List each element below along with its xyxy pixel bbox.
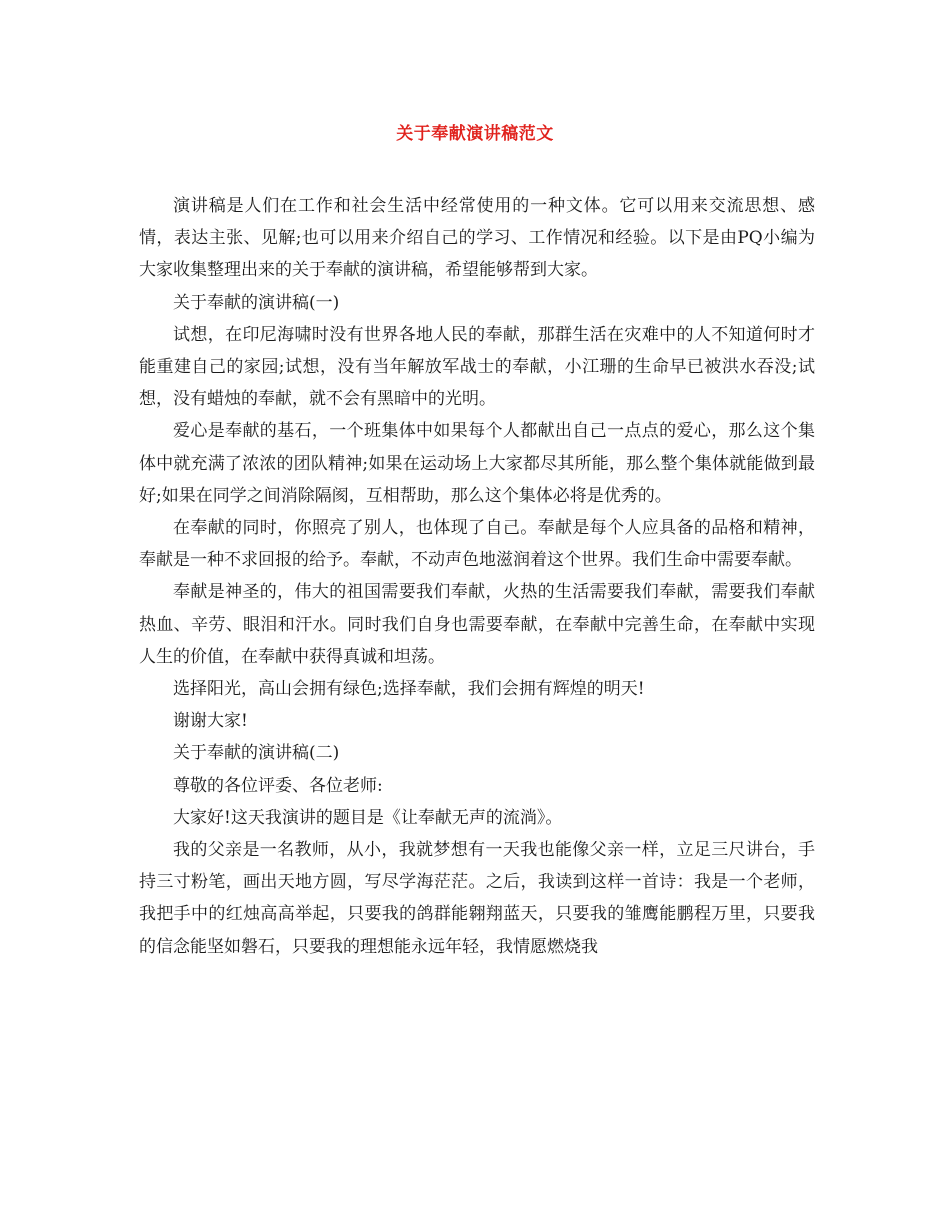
section-heading-one: 关于奉献的演讲稿(一) <box>173 292 340 313</box>
paragraph: 选择阳光，高山会拥有绿色;选择奉献，我们会拥有辉煌的明天! <box>173 679 645 700</box>
paragraph: 试想，在印尼海啸时没有世界各地人民的奉献，那群生活在灾难中的人不知道何时才能重建自己的家园;试想，没有当年解放军战士的奉献，小江珊的生命早已被洪水吞没;试想，没有蜡烛的奉献，就不会有黑暗中的光明。 <box>139 324 815 410</box>
document-body <box>139 190 815 963</box>
paragraph: 在奉献的同时，你照亮了别人，也体现了自己。奉献是每个人应具备的品格和精神，奉献是一种不求回报的给予。奉献，不动声色地滋润着这个世界。我们生命中需要奉献。 <box>139 518 815 571</box>
paragraph: 爱心是奉献的基石，一个班集体中如果每个人都献出自己一点点的爱心，那么这个集体中就充满了浓浓的团队精神;如果在运动场上大家都尽其所能，那么整个集体就能做到最好;如果在同学之间消除隔阂，互相帮助，那么这个集体必将是优秀的。 <box>139 421 815 506</box>
paragraph: 我的父亲是一名教师，从小，我就梦想有一天我也能像父亲一样，立足三尺讲台，手持三寸粉笔，画出天地方圆，写尽学海茫茫。之后，我读到这样一首诗：我是一个老师，我把手中的红烛高高举起，只要我的鸽群能翱翔蓝天，只要我的雏鹰能鹏程万里，只要我的信念能坚如磐石，只要我的理想能永远年轻，我情愿燃烧我 <box>139 840 815 957</box>
salutation: 尊敬的各位评委、各位老师: <box>173 775 383 796</box>
paragraph: 大家好!这天我演讲的题目是《让奉献无声的流淌》。 <box>173 807 563 828</box>
paragraph: 奉献是神圣的，伟大的祖国需要我们奉献，火热的生活需要我们奉献，需要我们奉献热血、辛劳、眼泪和汗水。同时我们自身也需要奉献，在奉献中完善生命，在奉献中实现人生的价值，在奉献中获得真诚和坦荡。 <box>139 582 815 667</box>
section-heading-two: 关于奉献的演讲稿(二) <box>173 743 340 764</box>
paragraph-intro: 演讲稿是人们在工作和社会生活中经常使用的一种文体。它可以用来交流思想、感情，表达主张、见解;也可以用来介绍自己的学习、工作情况和经验。以下是由PQ小编为大家收集整理出来的关于奉献的演讲稿，希望能够帮到大家。 <box>139 196 815 281</box>
document-title: 关于奉献演讲稿范文 <box>396 124 554 144</box>
closing-thanks: 谢谢大家! <box>173 711 248 732</box>
